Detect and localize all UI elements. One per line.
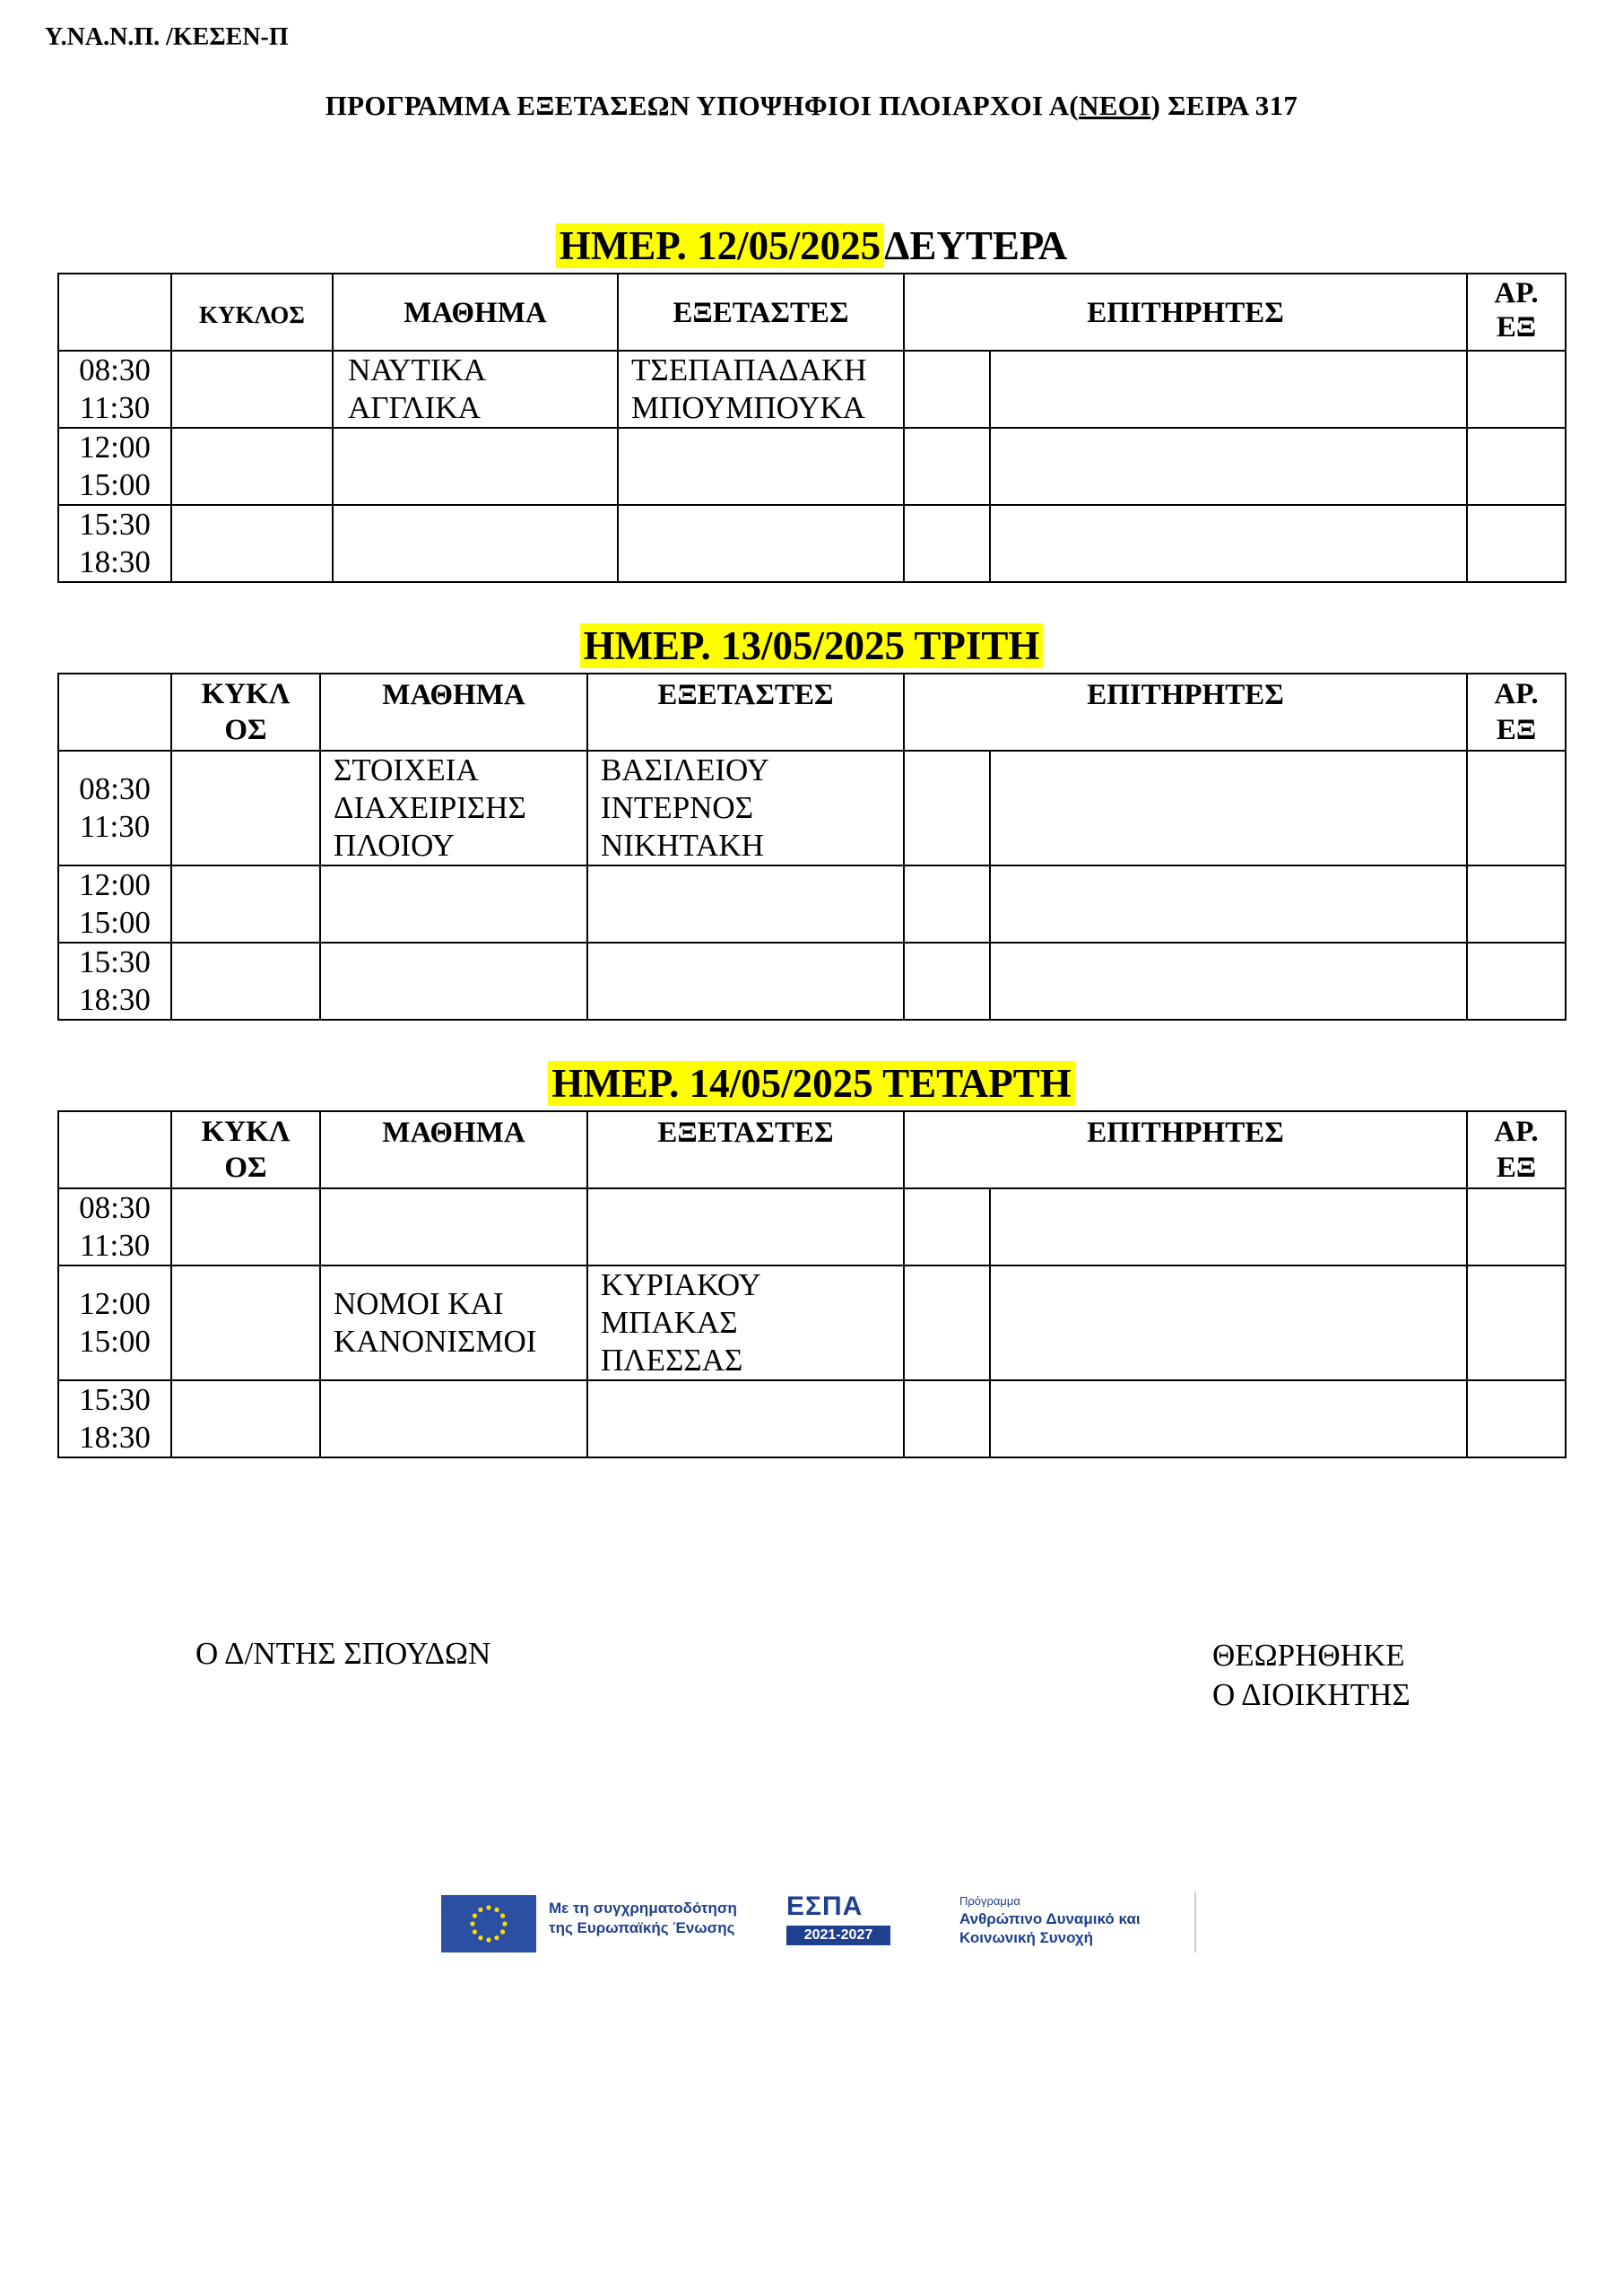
- count-cell: [1467, 865, 1566, 943]
- supervisor-cell-b: [990, 1265, 1467, 1380]
- espa-logo: [786, 1892, 894, 1952]
- schedule-table-day-3: [57, 1110, 1567, 1458]
- supervisor-cell-a: [904, 351, 990, 428]
- supervisor-cell-a: [904, 1265, 990, 1380]
- program-label: Πρόγραμμα: [959, 1894, 1020, 1908]
- commander-approval-signature: [1212, 1636, 1410, 1715]
- header-cycle-line-2: ΟΣ: [224, 714, 267, 746]
- eu-stars-icon: [441, 1895, 536, 1952]
- time-slot: [58, 943, 171, 1020]
- commander-label: Ο ΔΙΟΙΚΗΤΗΣ: [1212, 1677, 1410, 1712]
- header-cycle-line-2: ΟΣ: [224, 1152, 267, 1184]
- count-cell: [1467, 943, 1566, 1020]
- cycle-cell: [171, 751, 320, 865]
- schedule-table-day-2: [57, 673, 1567, 1021]
- supervisor-cell-b: [990, 751, 1467, 865]
- supervisor-cell-a: [904, 865, 990, 943]
- count-cell: [1467, 1188, 1566, 1265]
- supervisor-cell-b: [990, 943, 1467, 1020]
- cofunding-line-1: Με τη συγχρηματοδότηση: [549, 1900, 737, 1917]
- course-line: ΣΤΟΙΧΕΙΑ: [334, 752, 479, 787]
- header-cycle-line-1: ΚΥΚΛ: [201, 678, 291, 710]
- table-row: [58, 505, 1566, 582]
- time-slot: [58, 505, 171, 582]
- header-count-line-2: ΕΞ: [1496, 714, 1537, 746]
- time-end: 18:30: [79, 544, 151, 579]
- table-row: [58, 428, 1566, 505]
- title-part-1: ΠΡΟΓΡΑΜΜΑ ΕΞΕΤΑΣΕΩΝ ΥΠΟΨΗΦΙΟΙ ΠΛΟΙΑΡΧΟΙ Α(: [325, 90, 1080, 121]
- count-cell: [1467, 1265, 1566, 1380]
- course-line: ΚΑΝΟΝΙΣΜΟΙ: [334, 1324, 537, 1359]
- cycle-cell: [171, 428, 333, 505]
- day-1-weekday: ΔΕΥΤΕΡΑ: [884, 223, 1068, 268]
- header-supervisors: ΕΠΙΤΗΡΗΤΕΣ: [904, 1111, 1467, 1188]
- header-supervisors: ΕΠΙΤΗΡΗΤΕΣ: [904, 274, 1467, 351]
- table-row: [58, 865, 1566, 943]
- time-start: 12:00: [79, 430, 151, 465]
- header-course: ΜΑΘΗΜΑ: [333, 274, 618, 351]
- header-supervisors: ΕΠΙΤΗΡΗΤΕΣ: [904, 674, 1467, 751]
- organization-label: Υ.ΝΑ.Ν.Π. /ΚΕΣΕΝ-Π: [45, 23, 289, 51]
- cycle-cell: [171, 865, 320, 943]
- table-header-row: [58, 1111, 1566, 1188]
- logo-divider: [1194, 1892, 1196, 1952]
- time-slot: [58, 1380, 171, 1457]
- supervisor-cell-b: [990, 865, 1467, 943]
- table-row: [58, 1188, 1566, 1265]
- examiners-cell: [618, 505, 904, 582]
- time-end: 11:30: [79, 390, 151, 425]
- table-row: [58, 1265, 1566, 1380]
- examiners-cell: [587, 751, 904, 865]
- day-1-date: ΗΜΕΡ. 12/05/2025: [556, 223, 884, 268]
- time-slot: [58, 865, 171, 943]
- examiners-cell: [587, 943, 904, 1020]
- eu-cofunding-text: [549, 1899, 737, 1938]
- examiners-cell: [618, 351, 904, 428]
- time-start: 08:30: [79, 771, 151, 806]
- header-examiners: ΕΞΕΤΑΣΤΕΣ: [587, 1111, 904, 1188]
- cycle-cell: [171, 1380, 320, 1457]
- examiners-cell: [587, 865, 904, 943]
- time-start: 15:30: [79, 1382, 151, 1417]
- course-line: ΝΑΥΤΙΚΑ: [348, 352, 487, 387]
- table-row: [58, 943, 1566, 1020]
- course-cell: [333, 351, 618, 428]
- time-slot: [58, 428, 171, 505]
- cycle-cell: [171, 1265, 320, 1380]
- supervisor-cell-a: [904, 428, 990, 505]
- supervisor-cell-b: [990, 351, 1467, 428]
- cycle-cell: [171, 505, 333, 582]
- time-start: 12:00: [79, 867, 151, 902]
- program-info: [959, 1893, 1141, 1947]
- approved-label: ΘΕΩΡΗΘΗΚΕ: [1212, 1638, 1405, 1673]
- espa-years: 2021-2027: [786, 1926, 890, 1945]
- supervisor-cell-b: [990, 505, 1467, 582]
- examiner-name: ΙΝΤΕΡΝΟΣ: [601, 790, 754, 825]
- course-cell: [320, 751, 587, 865]
- examiner-name: ΜΠΟΥΜΠΟΥΚΑ: [631, 390, 865, 425]
- count-cell: [1467, 751, 1566, 865]
- title-underlined-part: ΝΕΟΙ: [1079, 90, 1151, 121]
- count-cell: [1467, 428, 1566, 505]
- time-end: 15:00: [79, 905, 151, 940]
- time-end: 18:30: [79, 982, 151, 1017]
- examiner-name: ΚΥΡΙΑΚΟΥ: [601, 1267, 761, 1302]
- table-row: [58, 1380, 1566, 1457]
- cycle-cell: [171, 1188, 320, 1265]
- title-part-2: ) ΣΕΙΡΑ 317: [1150, 90, 1298, 121]
- examiner-name: ΝΙΚΗΤΑΚΗ: [601, 828, 764, 863]
- time-start: 08:30: [79, 1190, 151, 1225]
- header-count: [1467, 674, 1566, 751]
- header-time: [58, 674, 171, 751]
- examiners-cell: [618, 428, 904, 505]
- supervisor-cell-a: [904, 943, 990, 1020]
- examiner-name: ΠΛΕΣΣΑΣ: [601, 1343, 743, 1378]
- program-name-line-1: Ανθρώπινο Δυναμικό και: [959, 1910, 1141, 1927]
- supervisor-cell-a: [904, 505, 990, 582]
- time-slot: [58, 751, 171, 865]
- header-cycle-line-1: ΚΥΚΛ: [201, 1116, 291, 1148]
- header-examiners: ΕΞΕΤΑΣΤΕΣ: [618, 274, 904, 351]
- day-2-date: ΗΜΕΡ. 13/05/2025 ΤΡΙΤΗ: [580, 623, 1044, 668]
- supervisor-cell-b: [990, 1188, 1467, 1265]
- supervisor-cell-a: [904, 1380, 990, 1457]
- count-cell: [1467, 505, 1566, 582]
- course-line: ΝΟΜΟΙ ΚΑΙ: [334, 1286, 504, 1321]
- course-line: ΑΓΓΛΙΚΑ: [348, 390, 481, 425]
- time-start: 12:00: [79, 1286, 151, 1321]
- time-slot: [58, 1188, 171, 1265]
- cycle-cell: [171, 351, 333, 428]
- examiner-name: ΤΣΕΠΑΠΑΔΑΚΗ: [631, 352, 867, 387]
- header-cycle: [171, 674, 320, 751]
- time-end: 18:30: [79, 1420, 151, 1455]
- course-cell: [320, 865, 587, 943]
- course-cell: [333, 505, 618, 582]
- header-course: ΜΑΘΗΜΑ: [320, 674, 587, 751]
- examiner-name: ΒΑΣΙΛΕΙΟΥ: [601, 752, 769, 787]
- day-heading-1: [0, 221, 1623, 271]
- course-cell: [320, 1188, 587, 1265]
- time-slot: [58, 351, 171, 428]
- time-start: 15:30: [79, 944, 151, 979]
- time-end: 15:00: [79, 467, 151, 502]
- supervisor-cell-b: [990, 428, 1467, 505]
- count-cell: [1467, 351, 1566, 428]
- header-cycle: ΚΥΚΛΟΣ: [171, 274, 333, 351]
- supervisor-cell-a: [904, 751, 990, 865]
- header-course: ΜΑΘΗΜΑ: [320, 1111, 587, 1188]
- director-of-studies-signature: Ο Δ/ΝΤΗΣ ΣΠΟΥΔΩΝ: [195, 1636, 491, 1671]
- header-count-line-2: ΕΞ: [1496, 311, 1537, 344]
- course-cell: [320, 1380, 587, 1457]
- course-line: ΔΙΑΧΕΙΡΙΣΗΣ: [334, 790, 526, 825]
- document-title: [0, 90, 1623, 122]
- time-end: 11:30: [79, 809, 151, 844]
- examiner-name: ΜΠΑΚΑΣ: [601, 1305, 738, 1340]
- time-slot: [58, 1265, 171, 1380]
- header-count: [1467, 274, 1566, 351]
- table-header-row: [58, 674, 1566, 751]
- table-row: [58, 751, 1566, 865]
- examiners-cell: [587, 1188, 904, 1265]
- header-count: [1467, 1111, 1566, 1188]
- program-name-line-2: Κοινωνική Συνοχή: [959, 1929, 1094, 1946]
- course-cell: [333, 428, 618, 505]
- day-3-date: ΗΜΕΡ. 14/05/2025 ΤΕΤΑΡΤΗ: [548, 1061, 1075, 1106]
- examiners-cell: [587, 1380, 904, 1457]
- examiners-cell: [587, 1265, 904, 1380]
- time-end: 11:30: [79, 1228, 151, 1263]
- course-line: ΠΛΟΙΟΥ: [334, 828, 455, 863]
- header-count-line-1: ΑΡ.: [1494, 277, 1539, 309]
- espa-name: ΕΣΠΑ: [786, 1892, 864, 1921]
- table-header-row: [58, 274, 1566, 351]
- header-time: [58, 1111, 171, 1188]
- eu-flag-icon: [441, 1895, 536, 1952]
- time-start: 15:30: [79, 507, 151, 542]
- table-row: [58, 351, 1566, 428]
- header-count-line-1: ΑΡ.: [1494, 1116, 1539, 1148]
- supervisor-cell-b: [990, 1380, 1467, 1457]
- header-examiners: ΕΞΕΤΑΣΤΕΣ: [587, 674, 904, 751]
- header-count-line-2: ΕΞ: [1496, 1152, 1537, 1184]
- schedule-table-day-1: [57, 273, 1567, 583]
- course-cell: [320, 943, 587, 1020]
- day-heading-2: [0, 621, 1623, 671]
- header-cycle: [171, 1111, 320, 1188]
- day-heading-3: [0, 1058, 1623, 1109]
- course-cell: [320, 1265, 587, 1380]
- header-count-line-1: ΑΡ.: [1494, 678, 1539, 710]
- cofunding-line-2: της Ευρωπαϊκής Ένωσης: [549, 1919, 735, 1936]
- time-start: 08:30: [79, 352, 151, 387]
- count-cell: [1467, 1380, 1566, 1457]
- time-end: 15:00: [79, 1324, 151, 1359]
- supervisor-cell-a: [904, 1188, 990, 1265]
- funding-logo-bar: [441, 1888, 1196, 1952]
- header-time: [58, 274, 171, 351]
- cycle-cell: [171, 943, 320, 1020]
